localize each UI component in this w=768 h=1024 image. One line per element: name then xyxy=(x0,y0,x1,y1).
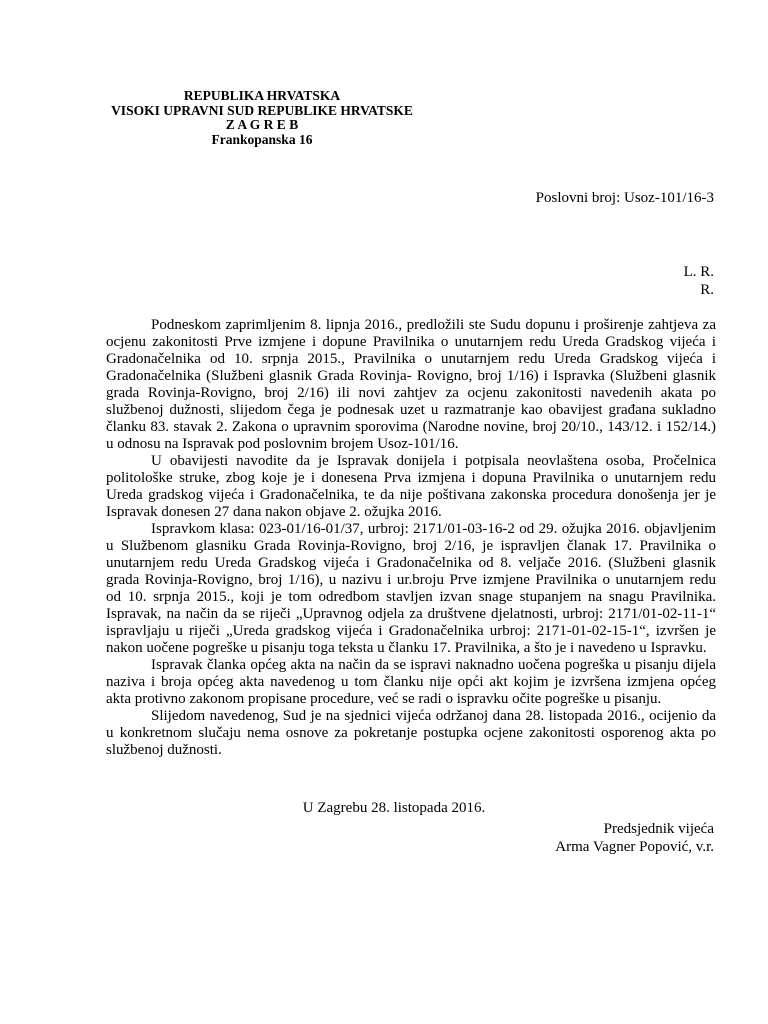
paragraph-line: Ispravak donesen 27 dana nakon objave 2. ožujka 2016. xyxy=(106,504,442,520)
paragraph-3 xyxy=(106,521,716,657)
paragraph-line: Podneskom zaprimljenim 8. lipnja 2016., predložili ste Sudu dopunu i proširenje zahtjeva za xyxy=(151,317,716,333)
paragraph-line: u odnosu na Ispravak pod poslovnim brojem Usoz-101/16. xyxy=(106,436,459,452)
paragraph-line: Ispravkom klasa: 023-01/16-01/37, urbroj: 2171/01-03-16-2 od 29. ožujka 2016. objavljenim xyxy=(151,521,716,537)
signature-name: Arma Vagner Popović, v.r. xyxy=(555,839,714,855)
paragraph-5 xyxy=(106,708,716,759)
recipient-line-1: L. R. xyxy=(683,264,714,280)
paragraph-1 xyxy=(106,317,716,453)
recipient-block xyxy=(684,263,714,299)
paragraph-line: Gradonačelnika od 10. srpnja 2015., Pravilnika o unutarnjem redu Ureda Gradskog vijeća i xyxy=(106,351,716,367)
paragraph-line: Gradonačelnika (Službeni glasnik Grada Rovinja- Rovigno, broj 1/16) i Ispravka (Službeni glasnik xyxy=(106,368,716,384)
paragraph-line: grada Rovinja-Rovigno, broj 1/16), u nazivu i ur.broju Prve izmjene Pravilnika o unutarnjem redu xyxy=(106,572,716,588)
paragraph-line: naziva i broja općeg akta navedenog u tom članku nije opći akt kojim je izvršena izmjena općeg xyxy=(106,674,716,690)
paragraph-line: politološke struke, zbog koje je i donesena Prva izmjena i dopuna Pravilnika o unutarnjem redu xyxy=(106,470,716,486)
case-number: Poslovni broj: Usoz-101/16-3 xyxy=(535,190,714,206)
recipient-line-2: R. xyxy=(700,282,714,298)
paragraph-line: ispravljaju u riječi „Ureda gradskog vijeća i Gradonačelnika urbroj: 2171-01-02-15-1“, izvršen je xyxy=(106,623,716,639)
court-header xyxy=(100,89,424,147)
paragraph-line: članku 83. stavak 2. Zakona o upravnim sporovima (Narodne novine, broj 20/10., 143/12. i 152/14.) xyxy=(106,419,716,435)
paragraph-line: Ureda gradskog vijeća i Gradonačelnika, te da nije poštivana zakonska procedura donošenja jer je xyxy=(106,487,716,503)
header-address: Frankopanska 16 xyxy=(211,131,313,147)
paragraph-line: unutarnjem redu Ureda Gradskog vijeća i Gradonačelnika od 8. veljače 2016. (Službeni glasnik xyxy=(106,555,716,571)
paragraph-line: u Službenom glasniku Grada Rovinja-Rovigno, broj 2/16, je ispravljen članak 17. Pravilnika o xyxy=(106,538,716,554)
paragraph-line: službenoj dužnosti. xyxy=(106,742,222,758)
paragraph-line: grada Rovinja-Rovigno, broj 2/16) ili novi zahtjev za ocjenu zakonitosti navedenih akata po xyxy=(106,385,716,401)
paragraph-line: Ispravak, na način da se riječi „Upravnog odjela za društvene djelatnosti, urbroj: 2171/01-02-11-1“ xyxy=(106,606,716,622)
paragraph-2 xyxy=(106,453,716,521)
paragraph-line: Ispravak članka općeg akta na način da se ispravi naknadno uočena pogreška u pisanju dijela xyxy=(151,657,716,673)
header-court-name: VISOKI UPRAVNI SUD REPUBLIKE HRVATSKE xyxy=(111,102,413,118)
paragraph-line: U obavijesti navodite da je Ispravak donijela i potpisala neovlaštena osoba, Pročelnica xyxy=(151,453,716,469)
letter-body xyxy=(106,317,716,759)
paragraph-line: nakon uočene pogreške u pisanju toga teksta u članku 17. Pravilnika, a što je i navedeno u Ispravku. xyxy=(106,640,707,656)
signature-title: Predsjednik vijeća xyxy=(603,821,714,837)
header-country: REPUBLIKA HRVATSKA xyxy=(183,88,341,103)
signature-block xyxy=(555,820,714,856)
paragraph-line: Slijedom navedenog, Sud je na sjednici vijeća održanoj dana 28. listopada 2016., ocijenio da xyxy=(151,708,716,724)
header-city: Z A G R E B xyxy=(225,117,299,132)
place-date: U Zagrebu 28. listopada 2016. xyxy=(302,800,486,816)
paragraph-line: u konkretnom slučaju nema osnove za pokretanje postupka ocjene zakonitosti osporenog akta po xyxy=(106,725,716,741)
paragraph-line: od 10. srpnja 2015., koji je tom odredbom stavljen izvan snage stupanjem na snagu Pravilnika. xyxy=(106,589,716,605)
paragraph-line: ocjenu zakonitosti Prve izmjene i dopune Pravilnika o unutarnjem redu Ureda Gradskog vijeća i xyxy=(106,334,716,350)
paragraph-line: akta protivno zakonom propisane procedure, već se radi o ispravku očite pogreške u pisanju. xyxy=(106,691,662,707)
paragraph-line: službenoj dužnosti, slijedom čega je podnesak uzet u razmatranje kao obavijest građana sukladno xyxy=(106,402,716,418)
paragraph-4 xyxy=(106,657,716,708)
